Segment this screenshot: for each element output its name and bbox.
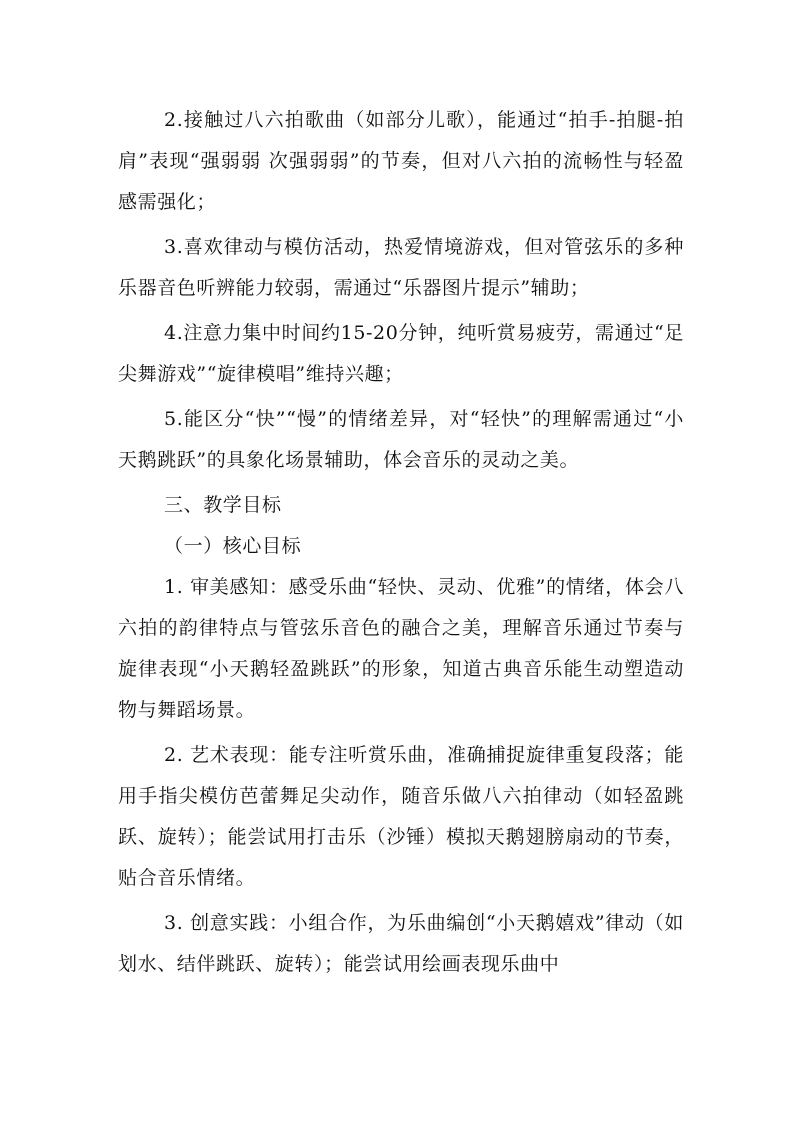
- goal-creative-practice: 3. 创意实践：小组合作，为乐曲编创“小天鹅嬉戏”律动（如划水、结伴跳跃、旋转）；能尝试用绘画表现乐曲中: [118, 912, 684, 975]
- goal-artistic-expression: 2. 艺术表现：能专注听赏乐曲，准确捕捉旋律重复段落；能用手指尖模仿芭蕾舞足尖动作，随音乐做八六拍律动（如轻盈跳跃、旋转）；能尝试用打击乐（沙锤）模拟天鹅翅膀扇动的节奏，贴合音乐情绪。: [118, 744, 684, 889]
- paragraph-2: 2.接触过八六拍歌曲（如部分儿歌），能通过“拍手-拍腿-拍肩”表现“强弱弱 次强弱弱”的节奏，但对八六拍的流畅性与轻盈感需强化；: [118, 109, 684, 213]
- section-heading: 三、教学目标: [164, 494, 282, 516]
- paragraph-5: 5.能区分“快”“慢”的情绪差异，对“轻快”的理解需通过“小天鹅跳跃”的具象化场景辅助，体会音乐的灵动之美。: [118, 408, 684, 471]
- document-body: [118, 100, 684, 985]
- paragraph-3: 3.喜欢律动与模仿活动，热爱情境游戏，但对管弦乐的多种乐器音色听辨能力较弱，需通过“乐器图片提示”辅助；: [118, 236, 684, 299]
- paragraph-4: 4.注意力集中时间约15-20分钟，纯听赏易疲劳，需通过“足尖舞游戏”“旋律模唱”维持兴趣；: [118, 322, 684, 385]
- subsection-heading: （一）核心目标: [164, 535, 302, 557]
- goal-aesthetic-perception: 1. 审美感知：感受乐曲“轻快、灵动、优雅”的情绪，体会八六拍的韵律特点与管弦乐音色的融合之美，理解音乐通过节奏与旋律表现“小天鹅轻盈跳跃”的形象，知道古典音乐能生动塑造动物与舞蹈场景。: [118, 576, 684, 721]
